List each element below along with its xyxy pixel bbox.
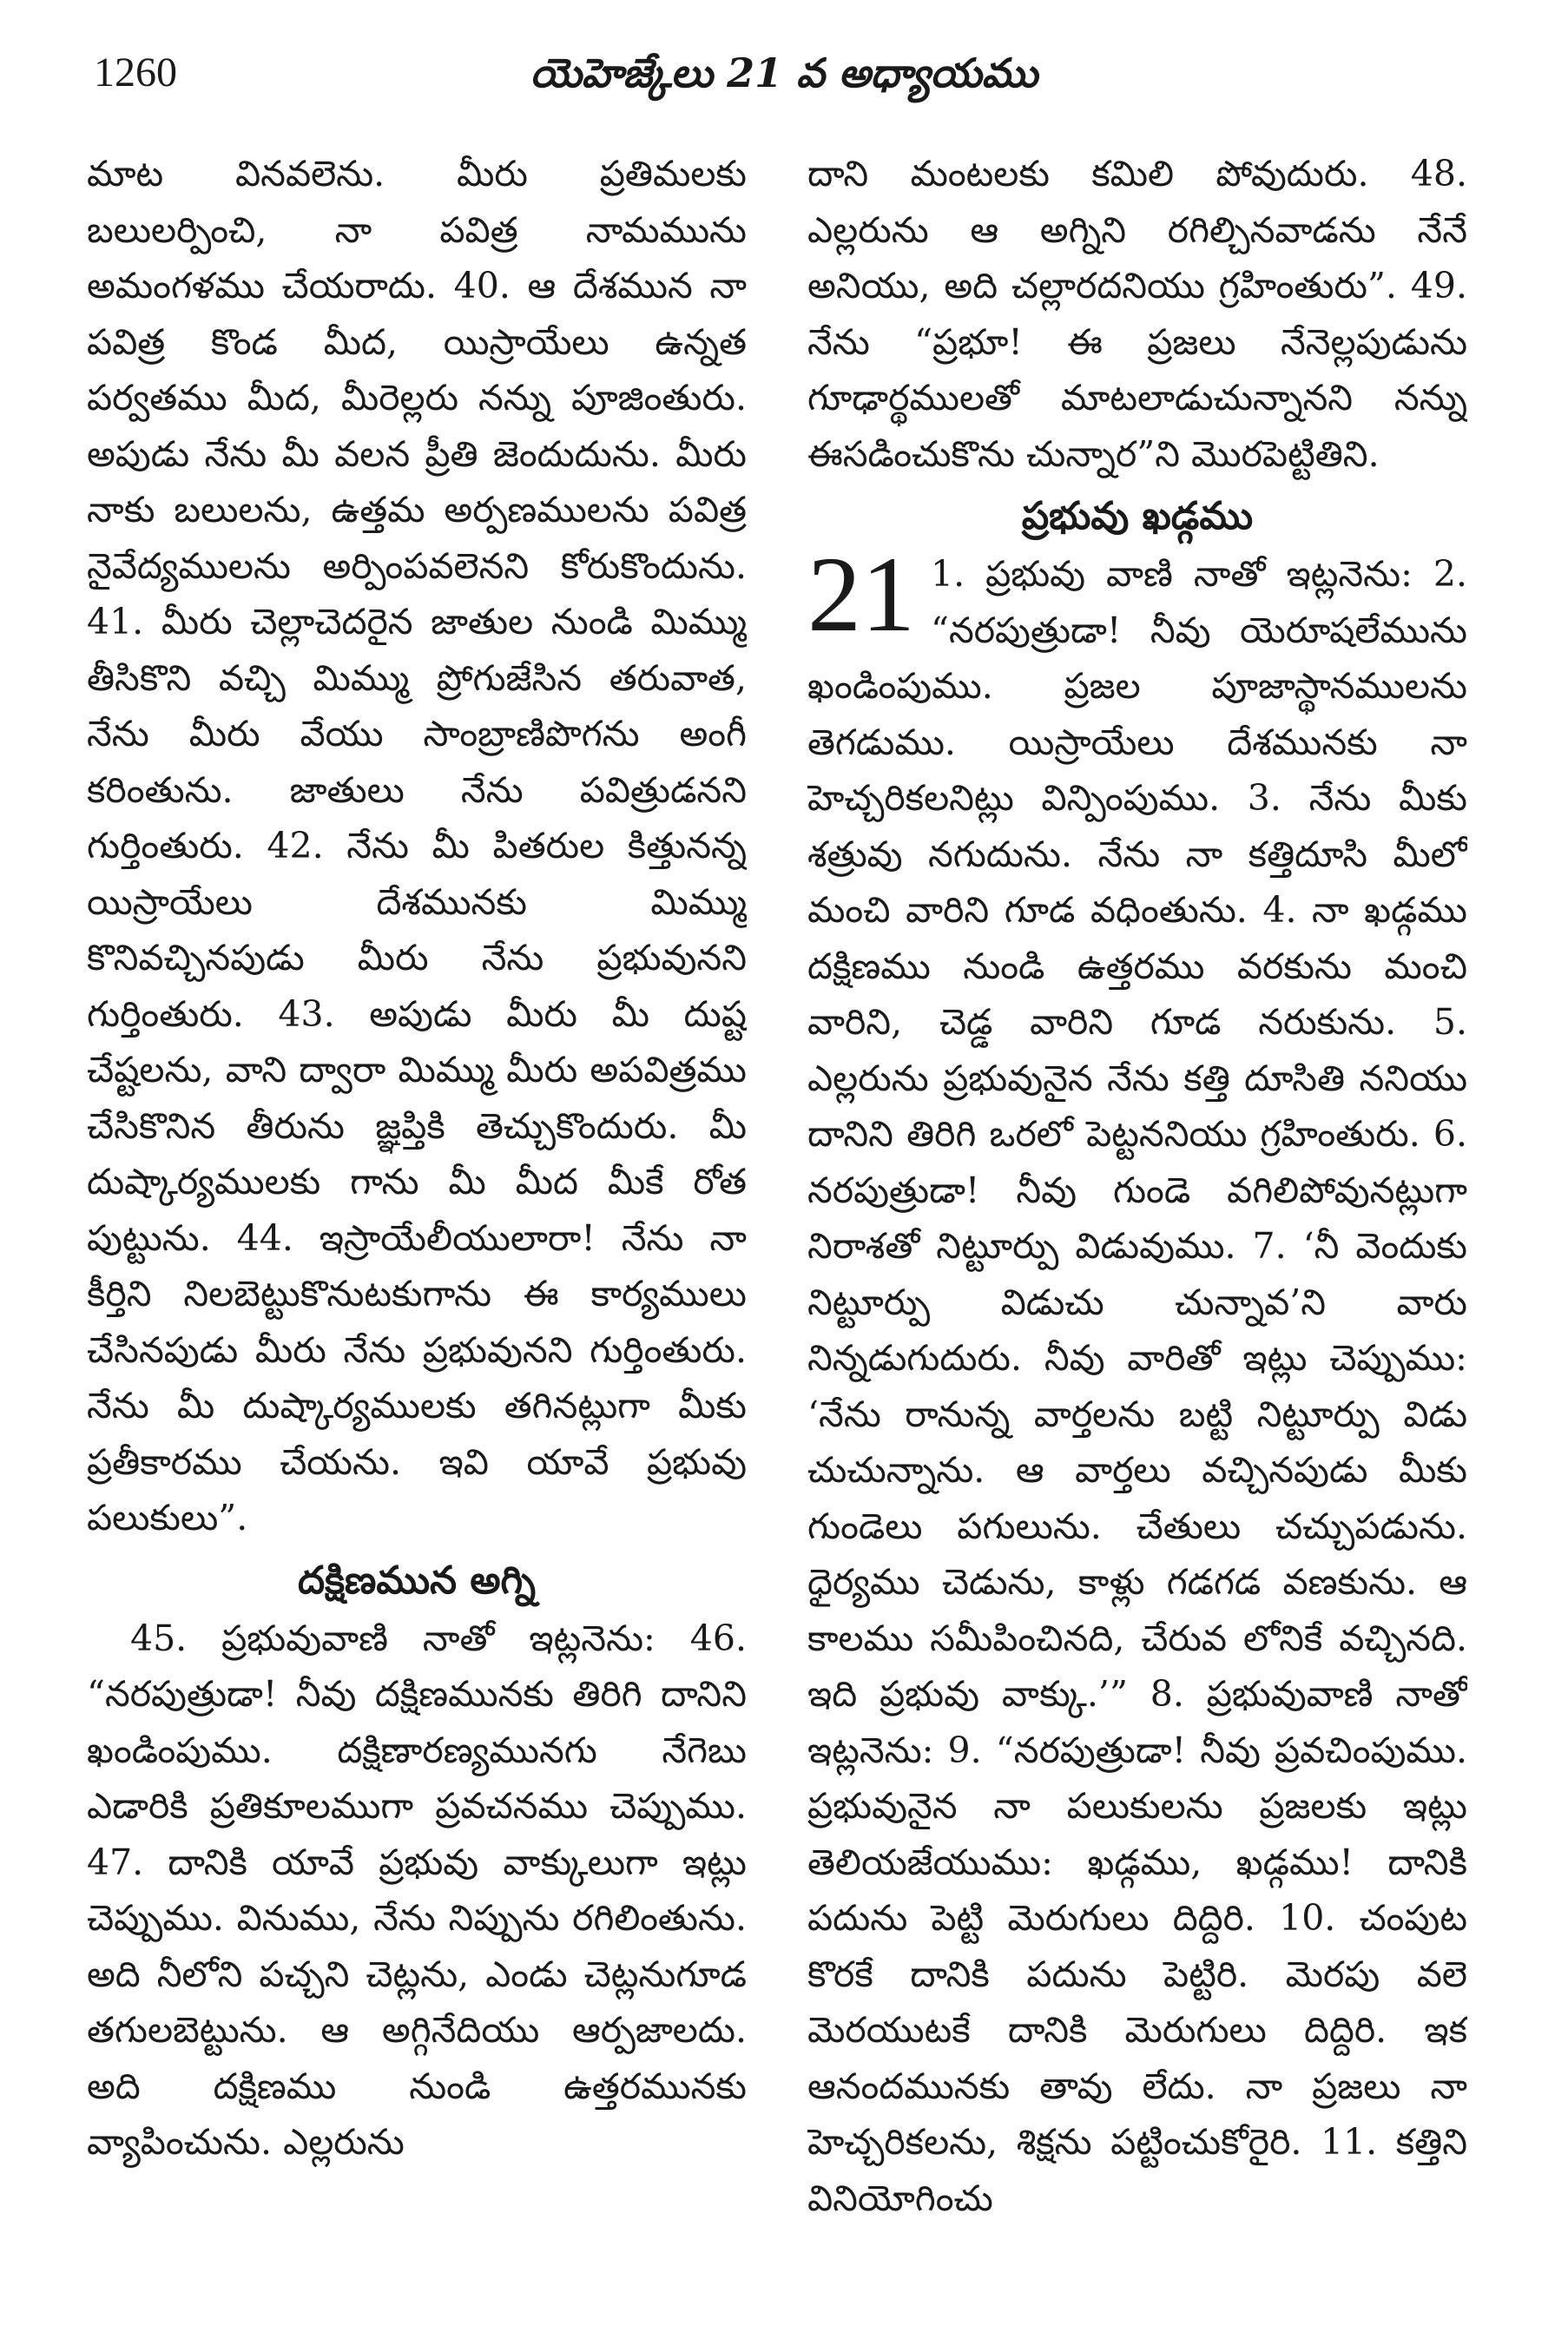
running-title: యెహెజ్కేలు 21 వ అధ్యాయము xyxy=(530,49,1038,96)
chapter-number: 21 xyxy=(807,535,915,654)
right-column xyxy=(807,146,1467,2334)
body-paragraph: దాని మంటలకు కమిలి పోవుదురు. 48. ఎల్లరును ఆ అగ్నిని రగిల్చినవాడను నేనే అనియు, అది చల్లారదనియు గ్రహింతురు”. 49. నేను “ప్రభూ! ఈ ప్రజలు నేనెల్లపుడును గూఢార్థములతో మాటలాడుచున్నానని నన్ను ఈసడించుకొను చున్నార”ని మొరపెట్టితిని. xyxy=(807,153,1467,475)
section-heading: ప్రభువు ఖడ్గము xyxy=(1021,494,1254,538)
body-paragraph: 1. ప్రభువు వాణి నాతో ఇట్లనెను: 2. “నరపుత్రుడా! నీవు యెరూషలేమును ఖండింపుము. ప్రజల పూజాస్థానములను తెగడుము. యిస్రాయేలు దేశమునకు నా హెచ్చరికలనిట్లు విన్పింపుము. 3. నేను మీకు శత్రువు నగుదును. నేను నా కత్తిదూసి మీలో మంచి వారిని గూడ వధింతును. 4. నా ఖడ్గము దక్షిణము నుండి ఉత్తరము వరకును మంచి వారిని, చెడ్డ వారిని గూడ నరుకును. 5. ఎల్లరును ప్రభువునైన నేను కత్తి దూసితి ననియు దానిని తిరిగి ఒరలో పెట్టననియు గ్రహింతురు. 6. నరపుత్రుడా! నీవు గుండె వగిలిపోవునట్లుగా నిరాశతో నిట్టూర్పు విడువుము. 7. ‘నీ వెందుకు నిట్టూర్పు విడుచు చున్నావ’ని వారు నిన్నడుగుదురు. నీవు వారితో ఇట్లు చెప్పుము: ‘నేను రానున్న వార్తలను బట్టి నిట్టూర్పు విడు చుచున్నాను. ఆ వార్తలు వచ్చినపుడు మీకు గుండెలు పగులును. చేతులు చచ్చుపడును. ధైర్యము చెడును, కాళ్లు గడగడ వణకును. ఆ కాలము సమీపించినది, చేరువ లోనికే వచ్చినది. ఇది ప్రభువు వాక్కు.’” 8. ప్రభువువాణి నాతో ఇట్లనెను: 9. “నరపుత్రుడా! నీవు ప్రవచింపుము. ప్రభువునైన నా పలుకులను ప్రజలకు ఇట్లు తెలియజేయుము: ఖడ్గము, ఖడ్గము! దానికి పదును పెట్టి మెరుగులు దిద్దిరి. 10. చంపుట కొరకే దానికి పదును పెట్టిరి. మెరపు వలె మెరయుటకే దానికి మెరుగులు దిద్దిరి. ఇక ఆనందమునకు తావు లేదు. నా ప్రజలు నా హెచ్చరికలను, శిక్షను పట్టించుకోరైరి. 11. కత్తిని వినియోగించు xyxy=(807,553,1467,2219)
page-number: 1260 xyxy=(94,49,177,96)
body-paragraph: మాట వినవలెను. మీరు ప్రతిమలకు బలులర్పించి, నా పవిత్ర నామమును అమంగళము చేయరాదు. 40. ఆ దేశమున నా పవిత్ర కొండ మీద, యిస్రాయేలు ఉన్నత పర్వతము మీద, మీరెల్లరు నన్ను పూజింతురు. అపుడు నేను మీ వలన ప్రీతి జెందుదును. మీరు నాకు బలులను, ఉత్తమ అర్పణములను పవిత్ర నైవేద్యములను అర్పింపవలెనని కోరుకొందును. 41. మీరు చెల్లాచెదరైన జాతుల నుండి మిమ్ము తీసికొని వచ్చి మిమ్ము ప్రోగుజేసిన తరువాత, నేను మీరు వేయు సాంబ్రాణిపొగను అంగీ కరింతును. జాతులు నేను పవిత్రుడనని గుర్తింతురు. 42. నేను మీ పితరుల కిత్తునన్న యిస్రాయేలు దేశమునకు మిమ్ము కొనివచ్చినపుడు మీరు నేను ప్రభువునని గుర్తింతురు. 43. అపుడు మీరు మీ దుష్ట చేష్టలను, వాని ద్వారా మిమ్ము మీరు అపవిత్రము చేసికొనిన తీరును జ్ఞప్తికి తెచ్చుకొందురు. మీ దుష్కార్యములకు గాను మీ మీద మీకే రోత పుట్టును. 44. ఇస్రాయేలీయులారా! నేను నా కీర్తిని నిలబెట్టుకొనుటకుగాను ఈ కార్యములు చేసినపుడు మీరు నేను ప్రభువునని గుర్తింతురు. నేను మీ దుష్కార్యములకు తగినట్లుగా మీకు ప్రతీకారము చేయను. ఇవి యావే ప్రభువు పలుకులు”. xyxy=(87,153,747,1538)
section-heading: దక్షిణమున అగ్ని xyxy=(298,1558,536,1603)
left-column xyxy=(87,146,747,2334)
body-paragraph: 45. ప్రభువువాణి నాతో ఇట్లనెను: 46. “నరపుత్రుడా! నీవు దక్షిణమునకు తిరిగి దానిని ఖండింపుము. దక్షిణారణ్యమునగు నేగెబు ఎడారికి ప్రతికూలముగా ప్రవచనము చెప్పుము. 47. దానికి యావే ప్రభువు వాక్కులుగా ఇట్లు చెప్పుము. వినుము, నేను నిప్పును రగిలింతును. అది నీలోని పచ్చని చెట్లను, ఎండు చెట్లనుగూడ తగులబెట్టును. ఆ అగ్గినేదియు ఆర్పజాలదు. అది దక్షిణము నుండి ఉత్తరమునకు వ్యాపించును. ఎల్లరును xyxy=(87,1617,747,2163)
chapter-block xyxy=(807,535,1467,2226)
page-header xyxy=(87,45,1481,115)
